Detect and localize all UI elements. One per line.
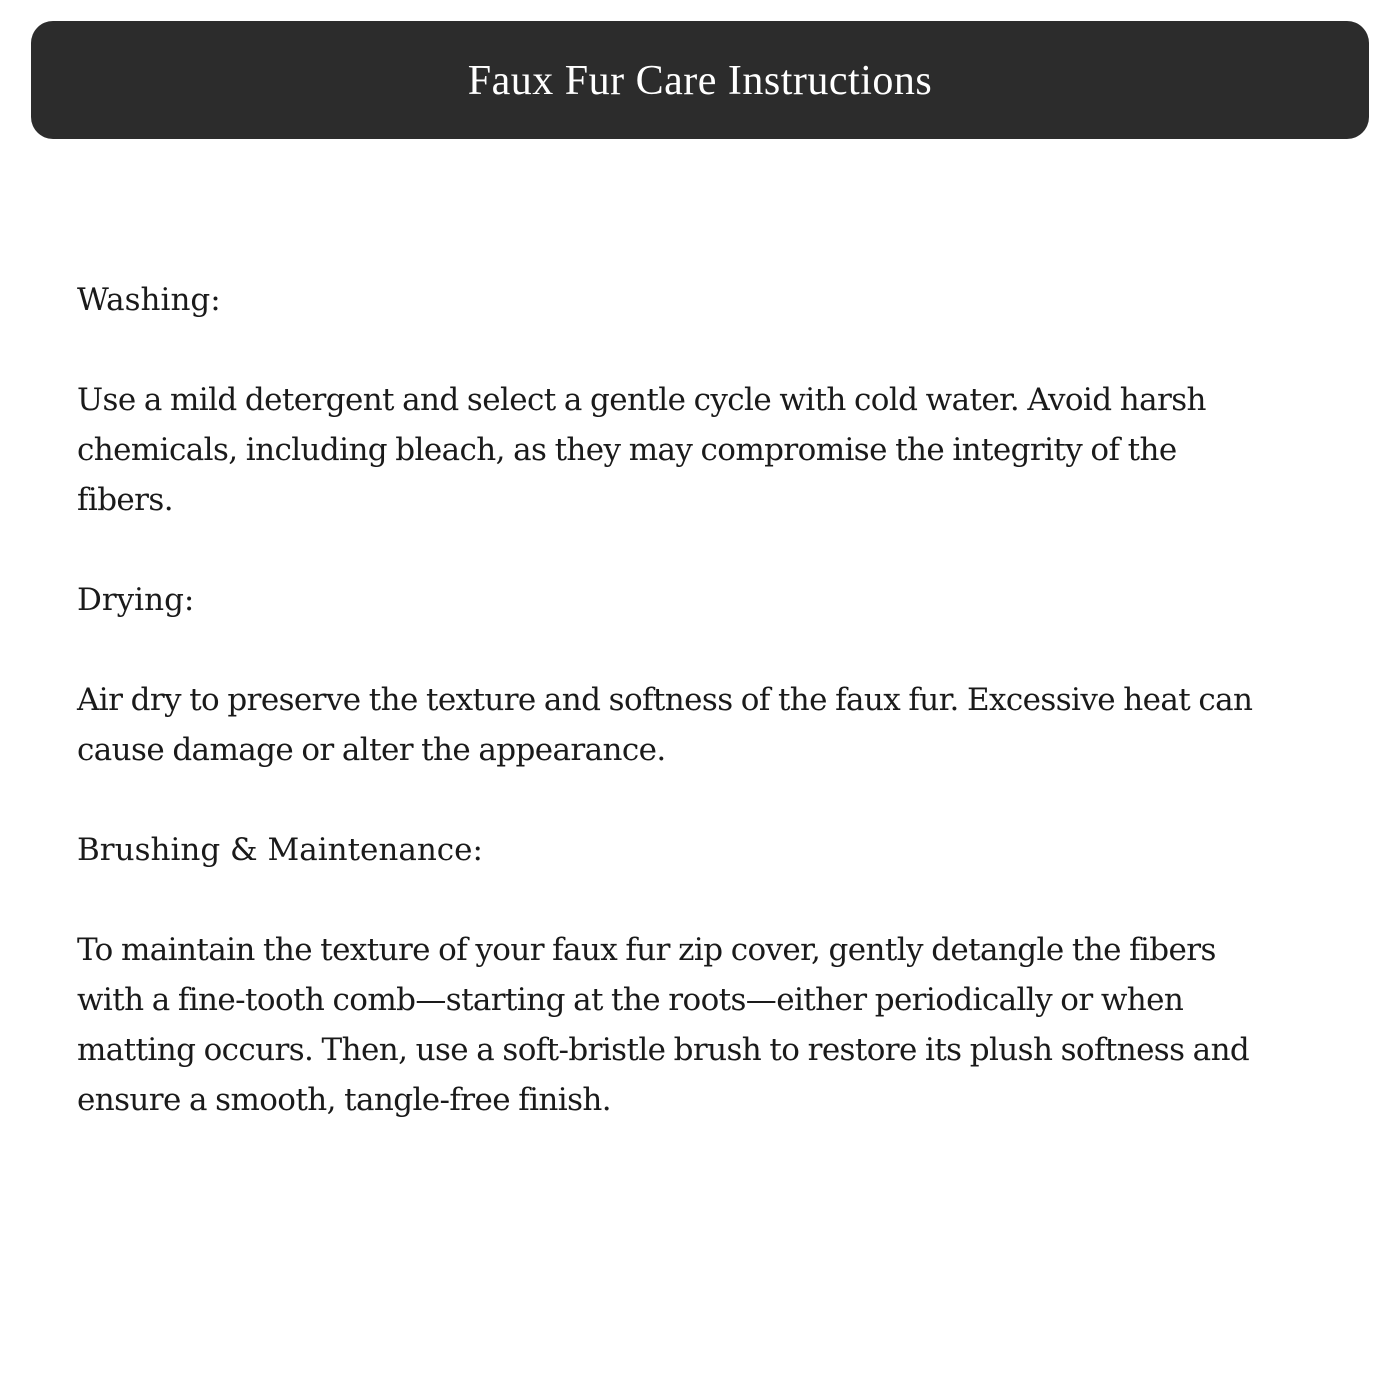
page-title: Faux Fur Care Instructions	[467, 58, 933, 104]
section-heading-brushing-maintenance: Brushing & Maintenance:	[77, 832, 483, 868]
section-drying	[77, 575, 1257, 775]
section-body-washing: Use a mild detergent and select a gentle cycle with cold water. Avoid harsh chemicals, including bleach, as they may compromise the integrity of the fibers.	[77, 382, 1206, 518]
care-instructions	[77, 275, 1257, 1175]
section-washing	[77, 275, 1257, 525]
section-body-brushing-maintenance: To maintain the texture of your faux fur zip cover, gently detangle the fibers with a fine-tooth comb—starting at the roots—either periodically or when matting occurs. Then, use a soft-bristle brush to restore its plush softness and ensure a smooth, tangle-free finish.	[77, 932, 1250, 1118]
header-bar	[31, 21, 1369, 139]
section-brushing-maintenance	[77, 825, 1257, 1125]
section-heading-drying: Drying:	[77, 582, 195, 618]
section-body-drying: Air dry to preserve the texture and softness of the faux fur. Excessive heat can cause damage or alter the appearance.	[77, 682, 1253, 768]
section-heading-washing: Washing:	[77, 282, 221, 318]
